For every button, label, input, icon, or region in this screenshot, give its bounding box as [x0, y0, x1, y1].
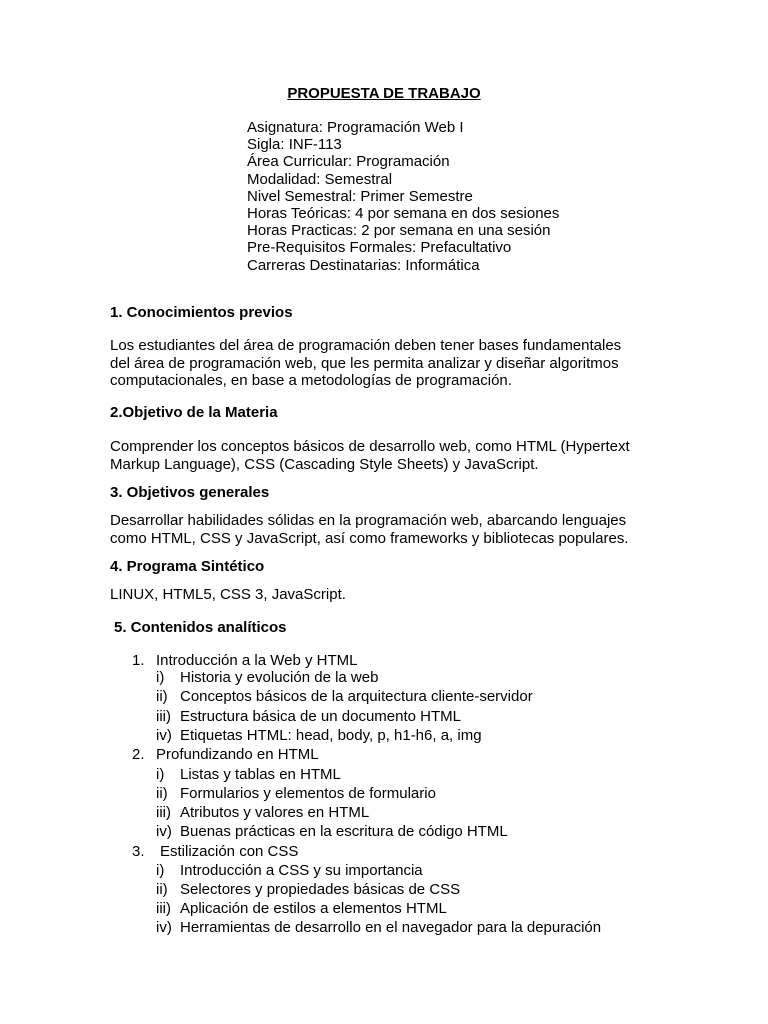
item-number: iii)	[156, 804, 171, 821]
meta-line: Sigla: INF-113	[247, 136, 342, 154]
unit-title: Introducción a la Web y HTML	[156, 652, 358, 669]
paragraph-line: LINUX, HTML5, CSS 3, JavaScript.	[110, 586, 346, 603]
section-heading-objetivo: 2.Objetivo de la Materia	[110, 404, 278, 421]
list-item: Conceptos básicos de la arquitectura cliente-servidor	[180, 688, 533, 705]
unit-number: 1.	[132, 652, 145, 669]
unit-title: Profundizando en HTML	[156, 746, 319, 763]
list-item: Formularios y elementos de formulario	[180, 785, 436, 802]
paragraph-line: Markup Language), CSS (Cascading Style Sheets) y JavaScript.	[110, 455, 539, 473]
item-number: iv)	[156, 823, 172, 840]
unit-number: 2.	[132, 746, 145, 763]
list-item: Historia y evolución de la web	[180, 669, 379, 686]
meta-line: Horas Practicas: 2 por semana en una sesión	[247, 222, 551, 240]
item-number: i)	[156, 862, 165, 879]
meta-line: Modalidad: Semestral	[247, 170, 393, 188]
list-item: Listas y tablas en HTML	[180, 766, 341, 783]
unit-number: 3.	[132, 843, 145, 860]
paragraph-line: computacionales, en base a metodologías de programación.	[110, 372, 512, 389]
section-body-programa	[110, 586, 670, 604]
list-item: Introducción a CSS y su importancia	[180, 862, 423, 879]
course-info	[247, 119, 559, 274]
list-item: Selectores y propiedades básicas de CSS	[180, 881, 461, 898]
paragraph-line: Comprender los conceptos básicos de desarrollo web, como HTML (Hypertext	[110, 438, 630, 455]
paragraph-line: del área de programación web, que les permita analizar y diseñar algoritmos	[110, 354, 619, 372]
section-body-conocimientos	[110, 337, 670, 390]
meta-line: Área Curricular: Programación	[247, 153, 450, 171]
item-number: i)	[156, 669, 165, 686]
item-number: iv)	[156, 919, 172, 936]
paragraph-line: Desarrollar habilidades sólidas en la programación web, abarcando lenguajes	[110, 512, 627, 529]
section-heading-objetivos-generales: 3. Objetivos generales	[110, 484, 270, 501]
paragraph-line: Los estudiantes del área de programación deben tener bases fundamentales	[110, 337, 622, 354]
section-heading-programa: 4. Programa Sintético	[110, 558, 265, 575]
list-item: Estructura básica de un documento HTML	[180, 708, 461, 725]
item-number: iii)	[156, 708, 171, 725]
item-number: ii)	[156, 785, 168, 802]
item-number: iv)	[156, 727, 172, 744]
list-item: Aplicación de estilos a elementos HTML	[180, 900, 447, 917]
meta-line: Horas Teóricas: 4 por semana en dos sesiones	[247, 205, 560, 223]
section-heading-contenidos: 5. Contenidos analíticos	[114, 619, 287, 636]
list-item: Buenas prácticas en la escritura de código HTML	[180, 823, 508, 840]
item-number: i)	[156, 766, 165, 783]
list-item: Etiquetas HTML: head, body, p, h1-h6, a, img	[180, 727, 482, 744]
section-body-objetivos-generales	[110, 512, 670, 547]
item-number: ii)	[156, 881, 168, 898]
meta-line: Pre-Requisitos Formales: Prefacultativo	[247, 239, 512, 257]
section-body-objetivo	[110, 438, 670, 473]
list-item: Herramientas de desarrollo en el navegador para la depuración	[180, 919, 602, 936]
unit-title: Estilización con CSS	[160, 843, 299, 860]
meta-line: Carreras Destinatarias: Informática	[247, 256, 480, 274]
meta-line: Nivel Semestral: Primer Semestre	[247, 187, 473, 205]
section-heading-conocimientos: 1. Conocimientos previos	[110, 304, 293, 321]
item-number: iii)	[156, 900, 171, 917]
paragraph-line: como HTML, CSS y JavaScript, así como frameworks y bibliotecas populares.	[110, 529, 629, 547]
list-item: Atributos y valores en HTML	[180, 804, 370, 821]
item-number: ii)	[156, 688, 168, 705]
meta-line: Asignatura: Programación Web I	[247, 119, 464, 136]
document-title: PROPUESTA DE TRABAJO	[287, 85, 481, 102]
